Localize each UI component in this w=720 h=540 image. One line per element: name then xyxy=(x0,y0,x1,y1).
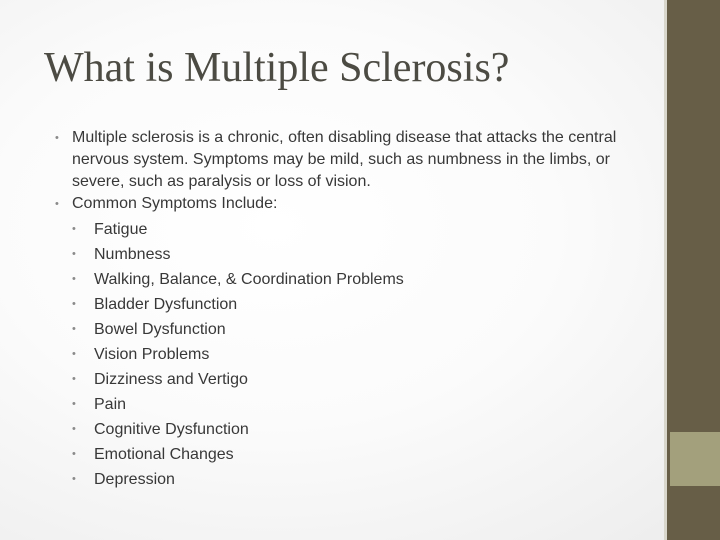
bullet-point-symptoms-heading xyxy=(55,193,655,215)
bullet-icon: • xyxy=(72,448,76,460)
bullet-point-definition xyxy=(55,127,655,193)
list-item xyxy=(55,467,655,492)
list-item-text: Emotional Changes xyxy=(94,446,234,463)
list-item-text: Cognitive Dysfunction xyxy=(94,421,249,438)
list-item-text: Walking, Balance, & Coordination Problems xyxy=(94,271,404,288)
bullet-icon: • xyxy=(55,198,59,210)
symptom-list xyxy=(55,217,655,492)
slide-title: What is Multiple Sclerosis? xyxy=(44,45,510,91)
list-item xyxy=(55,392,655,417)
list-item xyxy=(55,367,655,392)
bullet-icon: • xyxy=(72,323,76,335)
list-item xyxy=(55,267,655,292)
list-item xyxy=(55,442,655,467)
list-item-text: Vision Problems xyxy=(94,346,210,363)
bullet-icon: • xyxy=(72,398,76,410)
bullet-icon: • xyxy=(72,423,76,435)
list-item xyxy=(55,292,655,317)
bullet-icon: • xyxy=(72,298,76,310)
bullet-icon: • xyxy=(55,132,59,144)
list-item xyxy=(55,317,655,342)
list-item xyxy=(55,342,655,367)
bullet-icon: • xyxy=(72,473,76,485)
list-item xyxy=(55,242,655,267)
list-item xyxy=(55,417,655,442)
bullet-icon: • xyxy=(72,273,76,285)
bullet-icon: • xyxy=(72,223,76,235)
sidebar-accent-block xyxy=(670,432,720,486)
bullet-icon: • xyxy=(72,373,76,385)
list-item xyxy=(55,217,655,242)
list-item-text: Pain xyxy=(94,396,127,413)
list-item-text: Numbness xyxy=(94,246,171,263)
list-item-text: Bowel Dysfunction xyxy=(94,321,226,338)
bullet-text: Common Symptoms Include: xyxy=(72,195,278,212)
bullet-icon: • xyxy=(72,248,76,260)
list-item-text: Dizziness and Vertigo xyxy=(94,371,248,388)
list-item-text: Depression xyxy=(94,471,175,488)
bullet-icon: • xyxy=(72,348,76,360)
bullet-text: Multiple sclerosis is a chronic, often disabling disease that attacks the central nervous system. Symptoms may be mild, such as numbness in the limbs, or severe, such as paralysis or loss of vision. xyxy=(72,129,617,190)
list-item-text: Fatigue xyxy=(94,221,148,238)
list-item-text: Bladder Dysfunction xyxy=(94,296,238,313)
slide-body xyxy=(55,127,655,492)
